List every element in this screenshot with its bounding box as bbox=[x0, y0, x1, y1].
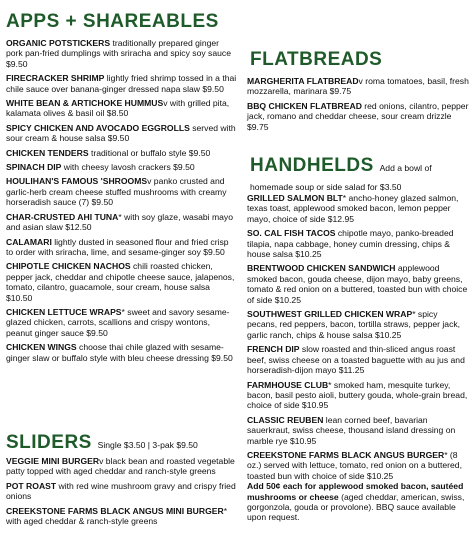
sliders-subtitle: Single $3.50 | 3-pak $9.50 bbox=[97, 440, 198, 450]
menu-item: CALAMARI lightly dusted in seasoned flour and fried crisp to order with sriracha, lime, and sesame-ginger soy $9.50 bbox=[6, 236, 229, 257]
apps-list bbox=[6, 38, 238, 367]
menu-item: SO. CAL FISH TACOS chipotle mayo, panko-breaded tilapia, napa cabbage, honey cumin dressing, chips & house salsa $10.25 bbox=[247, 228, 454, 260]
flatbreads-list bbox=[247, 76, 469, 136]
menu-item: FIRECRACKER SHRIMP lightly fried shrimp tossed in a thai chile sauce over banana-ginger dressed napa slaw $9.50 bbox=[6, 73, 237, 94]
sliders-title bbox=[6, 433, 198, 452]
handhelds-list bbox=[247, 193, 469, 527]
menu-item: CREEKSTONE FARMS BLACK ANGUS MINI BURGER* with aged cheddar & ranch-style greens bbox=[6, 505, 228, 527]
menu-item: CHICKEN WINGS choose thai chile glazed with sesame-ginger slaw or buffalo style with bleu cheese dressing $9.50 bbox=[6, 342, 233, 363]
sliders-list bbox=[6, 456, 238, 530]
menu-item: POT ROAST with red wine mushroom gravy and crispy fried onions bbox=[6, 480, 236, 502]
menu-item: WHITE BEAN & ARTICHOKE HUMMUSv with grilled pita, kalamata olives & basil oil $8.50 bbox=[6, 98, 230, 119]
menu-item: BBQ CHICKEN FLATBREAD red onions, cilantro, pepper jack, romano and cheddar cheese, sour cream drizzle $9.75 bbox=[247, 100, 469, 132]
menu-item: GRILLED SALMON BLT* ancho-honey glazed salmon, texas toast, applewood smoked bacon, lemon pepper mayo, choice of side $12.95 bbox=[247, 193, 459, 224]
menu-item: CHICKEN LETTUCE WRAPS* sweet and savory sesame-glazed chicken, carrots, scallions and crispy wontons, peanut ginger sauce $9.50 bbox=[6, 306, 230, 338]
menu-item: BRENTWOOD CHICKEN SANDWICH applewood smoked bacon, gouda cheese, dijon mayo, baby greens, tomato & red onion on a buttered, toasted bun with choice of side $10.25 bbox=[247, 263, 468, 305]
menu-item: SPINACH DIP with cheesy lavosh crackers $9.50 bbox=[6, 162, 195, 173]
menu-item: FRENCH DIP slow roasted and thin-sliced angus roast beef, swiss cheese on a toasted baguette with au jus and horseradish-dijon mayo $11.25 bbox=[247, 344, 465, 376]
menu-item: SOUTHWEST GRILLED CHICKEN WRAP* spicy pecans, red peppers, bacon, tortilla straws, pepper jack, garlic ranch, chips & house salsa $10.25 bbox=[247, 309, 461, 340]
menu-item: CLASSIC REUBEN lean corned beef, bavarian sauerkraut, swiss cheese, thousand island dressing on marble rye $10.95 bbox=[247, 414, 456, 446]
apps-title: APPS + SHAREABLES bbox=[6, 11, 219, 32]
menu-item: ORGANIC POTSTICKERS traditionally prepared ginger pork pan-fried dumplings with sriracha and spicy soy sauce $9.50 bbox=[6, 38, 231, 69]
handhelds-title bbox=[250, 156, 469, 194]
handhelds-title-text: HANDHELDS bbox=[250, 155, 374, 176]
menu-item: CHAR-CRUSTED AHI TUNA* with soy glaze, wasabi mayo and asian slaw $12.50 bbox=[6, 211, 233, 233]
handhelds-subtitle: Add a bowl of homemade soup or side salad for $3.50 bbox=[250, 163, 432, 192]
menu-item: CHIPOTLE CHICKEN NACHOS chili roasted chicken, pepper jack, cheddar and chipotle cheese sauce, jalapenos, tomato, cilantro, guacamole, sour cream, house salsa $10.50 bbox=[6, 261, 235, 303]
flatbreads-title: FLATBREADS bbox=[250, 49, 383, 70]
menu-item: MARGHERITA FLATBREADv roma tomatoes, basil, fresh mozzarella, marinara $9.75 bbox=[247, 76, 469, 97]
menu-item: CREEKSTONE FARMS BLACK ANGUS BURGER* (8 oz.) served with lettuce, tomato, red onion on a buttered, toasted bun with choice of side $10.25 bbox=[247, 449, 462, 481]
sliders-title-text: SLIDERS bbox=[6, 432, 92, 453]
menu-item: HOULIHAN'S FAMOUS 'SHROOMSv panko crusted and garlic-herb cream cheese stuffed mushrooms with creamy horseradish sauce (7) $9.50 bbox=[6, 176, 227, 208]
menu-item: CHICKEN TENDERS traditional or buffalo style $9.50 bbox=[6, 147, 211, 158]
menu-item: VEGGIE MINI BURGERv black bean and roasted vegetable patty topped with aged cheddar and ranch-style greens bbox=[6, 456, 235, 477]
menu-item: FARMHOUSE CLUB* smoked ham, mesquite turkey, bacon, basil pesto aioli, buttery gouda, whole-grain bread, choice of side $10.95 bbox=[247, 379, 468, 411]
addon-note: Add 50¢ each for applewood smoked bacon, sautéed mushrooms or cheese (aged cheddar, american, swiss, gorgonzola, gouda or provolone). BBQ sauce available upon request. bbox=[247, 481, 465, 523]
menu-item: SPICY CHICKEN AND AVOCADO EGGROLLS served with sour cream & house salsa $9.50 bbox=[6, 122, 236, 144]
